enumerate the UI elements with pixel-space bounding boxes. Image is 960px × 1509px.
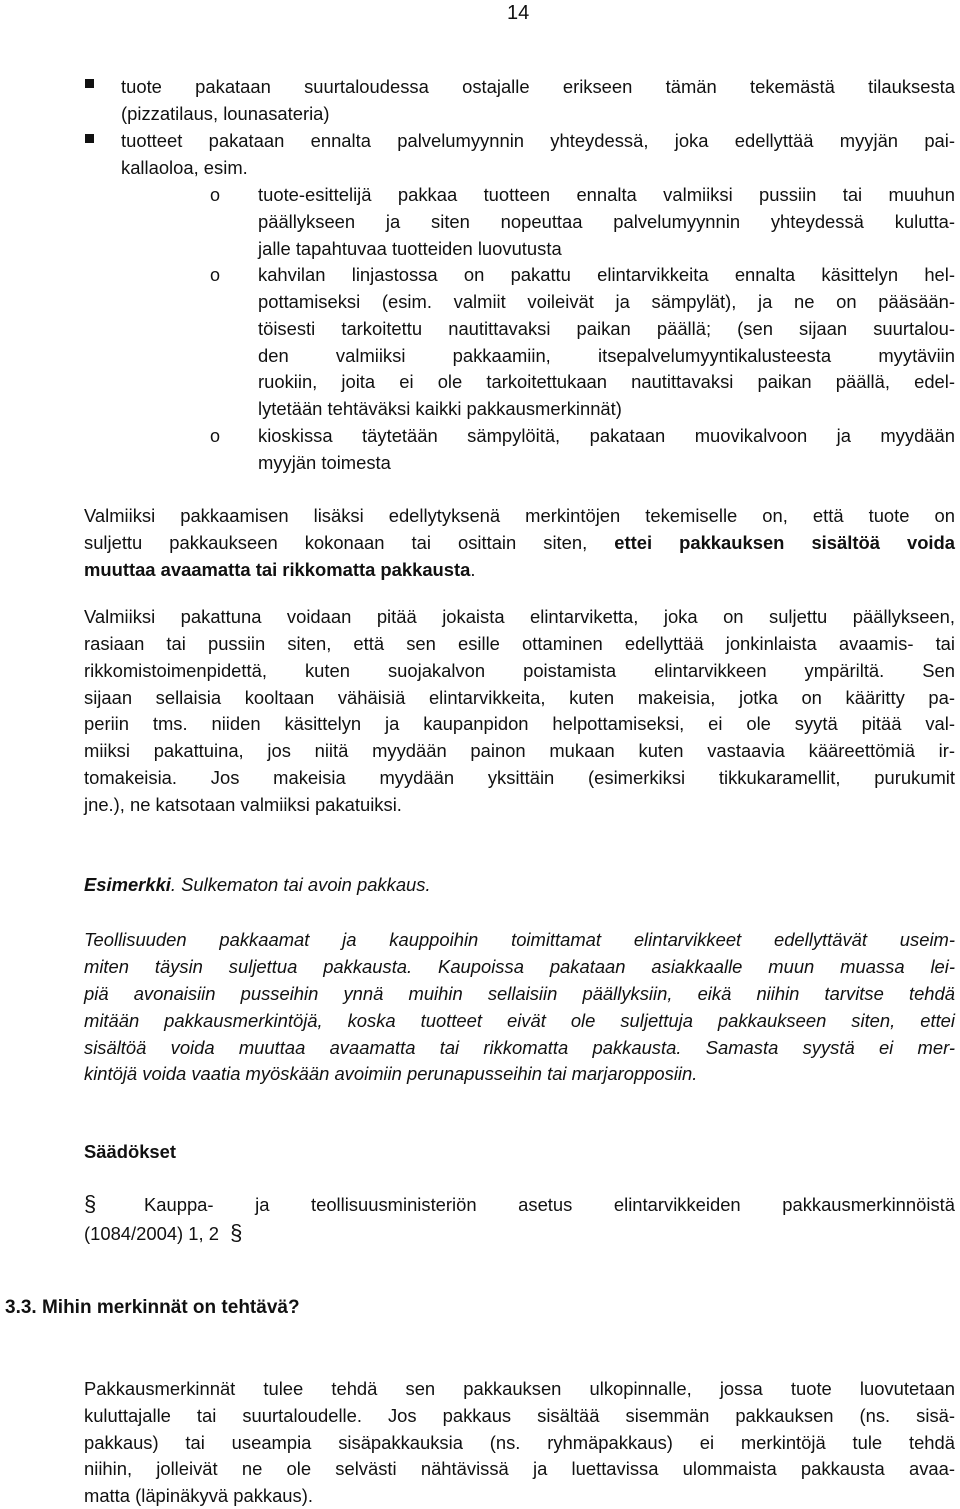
page-number: 14 [507,2,530,24]
paragraph-line: pakkaus) tai useampia sisäpakkauksia (ns. ryhmäpakkaus) ei merkintöjä tule tehdä [84,1432,955,1453]
regulations-heading: Säädökset [84,1141,176,1162]
list-item-line: kioskissa täytetään sämpylöitä, pakataan muovikalvoon ja myydään [258,425,955,446]
paragraph-line: miiksi pakattuina, jos niitä myydään painon mukaan kuten vastaavia kääreettömiä ir- [84,740,955,761]
circle-bullet-icon: o [210,265,221,285]
paragraph-line: Valmiiksi pakkaamisen lisäksi edellytyksenä merkintöjen tekemiselle on, että tuote on [84,505,955,526]
example-line: kintöjä voida vaatia myöskään avoimiin perunapusseihin tai marjaropposiin. [84,1063,698,1084]
paragraph-line: sijaan sellaisia kooltaan vähäisiä elintarvikkeita, kuten makeisia, jotka on kääritty pa- [84,687,955,708]
paragraph-line: rasiaan tai pussiin siten, että sen esille ottaminen edellyttää jonkinlaista avaamis- tai [84,633,955,654]
list-item-line: tuote pakataan suurtaloudessa ostajalle erikseen tämän tekemästä tilauksesta [121,76,955,97]
list-item-line: töisesti tarkoitettu nautittavaksi paikan päällä; (sen sijaan suurtalou- [258,318,955,339]
square-bullet-icon [85,134,94,143]
list-item-line: päällykseen ja siten nopeuttaa palvelumyynnin yhteydessä kulutta- [258,211,955,232]
example-line: sisältöä voida muuttaa avaamatta tai rikkomatta pakkausta. Samasta syystä ei mer- [84,1037,955,1058]
list-item-line: tuotteet pakataan ennalta palvelumyynnin yhteydessä, joka edellyttää myyjän pai- [121,130,955,151]
paragraph-line: rikkomistoimenpidettä, kuten suojakalvon poistamista elintarvikkeen ympäriltä. Sen [84,660,955,681]
emphasis-text: muuttaa avaamatta tai rikkomatta pakkausta [84,559,471,580]
regulation-line [84,1222,242,1244]
example-line: piä avonaisiin pusseihin ynnä muihin sellaisiin päällyksiin, eikä niihin tarvitse tehdä [84,983,955,1004]
example-title: . Sulkematon tai avoin pakkaus. [170,874,431,895]
square-bullet-icon [85,79,94,88]
example-line: mitään pakkausmerkintöjä, koska tuotteet eivät ole suljettuja pakkaukseen siten, ettei [84,1010,955,1031]
paragraph-line [84,534,955,552]
list-item-line: (pizzatilaus, lounasateria) [121,103,330,124]
paragraph-text: suljettu pakkaukseen kokonaan tai osittain siten, [84,532,615,553]
list-item-line: kallaoloa, esim. [121,157,248,178]
example-heading [84,876,431,894]
list-item-line: jalle tapahtuvaa tuotteiden luovutusta [258,238,562,259]
list-item-line: ruokiin, joita ei ole tarkoitettukaan nautittavaksi paikan päällä, edel- [258,371,955,392]
paragraph-line: kuluttajalle tai suurtaloudelle. Jos pakkaus sisältää sisemmän pakkauksen (ns. sisä- [84,1405,955,1426]
example-line: Teollisuuden pakkaamat ja kauppoihin toimittamat elintarvikkeet edellyttävät useim- [84,929,955,950]
paragraph-line [84,561,476,579]
paragraph-line: Valmiiksi pakattuna voidaan pitää jokaista elintarviketta, joka on suljettu päällykseen, [84,606,955,627]
example-line: miten täysin suljettua pakkausta. Kaupoissa pakataan asiakkaalle muun muassa lei- [84,956,955,977]
list-item-line: tuote-esittelijä pakkaa tuotteen ennalta valmiiksi pussiin tai muuhun [258,184,955,205]
section-sign-icon: § [84,1191,97,1216]
circle-bullet-icon: o [210,185,221,205]
regulation-line: Kauppa- ja teollisuusministeriön asetus elintarvikkeiden pakkausmerkinnöistä [144,1194,955,1215]
paragraph-line: niihin, jolleivät ne ole selvästi nähtävissä ja luettavissa ulommaista pakkausta avaa- [84,1458,955,1479]
list-item-line: pottamiseksi (esim. valmiit voileivät ja sämpylät), ja ne on pääsään- [258,291,955,312]
paragraph-line: jne.), ne katsotaan valmiiksi pakatuiksi. [84,794,402,815]
paragraph-line: tomakeisia. Jos makeisia myydään yksittäin (esimerkiksi tikkukaramellit, purukumit [84,767,955,788]
list-item-line: kahvilan linjastossa on pakattu elintarvikkeita ennalta käsittelyn hel- [258,264,955,285]
emphasis-text: ettei pakkauksen sisältöä voida [614,532,955,553]
example-label: Esimerkki [84,874,171,895]
paragraph-line: matta (läpinäkyvä pakkaus). [84,1485,313,1506]
regulation-reference: (1084/2004) 1, 2 [84,1223,219,1244]
circle-bullet-icon: o [210,426,221,446]
section-sign-icon: § [230,1220,243,1245]
paragraph-text: . [470,559,476,580]
list-item-line: den valmiiksi pakkaamiin, itsepalvelumyyntikalusteesta myytäviin [258,345,955,366]
list-item-line: myyjän toimesta [258,452,391,473]
paragraph-line: Pakkausmerkinnät tulee tehdä sen pakkauksen ulkopinnalle, jossa tuote luovutetaan [84,1378,955,1399]
paragraph-line: periin tms. niiden käsittelyn ja kaupanpidon helpottamiseksi, ei ole syytä pitää val- [84,713,955,734]
list-item-line: lytetään tehtäväksi kaikki pakkausmerkinnät) [258,398,622,419]
section-heading: 3.3. Mihin merkinnät on tehtävä? [5,1297,300,1318]
